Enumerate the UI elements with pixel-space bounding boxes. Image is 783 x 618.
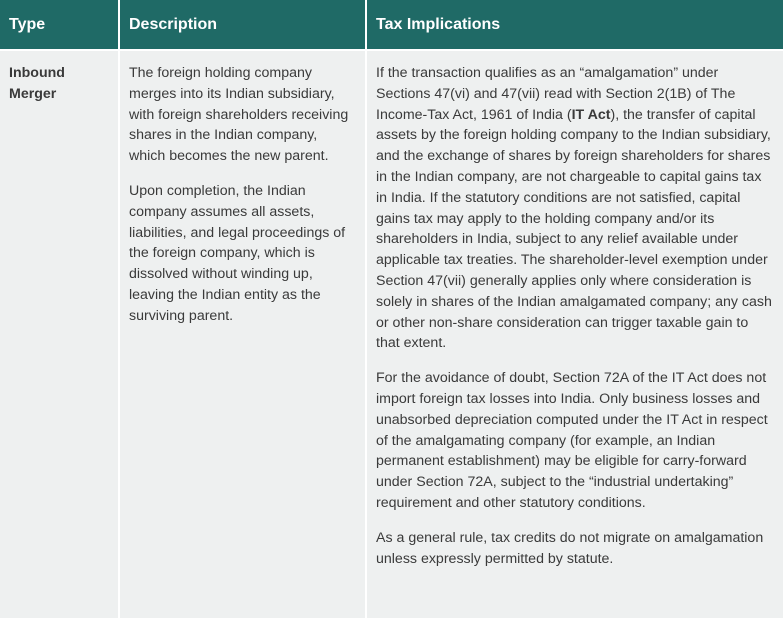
tax-paragraph-3: As a general rule, tax credits do not migrate on amalgamation unless expressly permitted by statute. bbox=[376, 529, 764, 567]
tax-implications-cell bbox=[366, 50, 783, 618]
tax-paragraph-1-start: If the transaction qualifies as an “amalgamation” under Sections 47(vi) and 47(vii) read with Section 2(1B) of The Income-Tax Act, 1961 of India ( bbox=[376, 65, 736, 123]
description-paragraph-2: Upon completion, the Indian company assumes all assets, liabilities, and legal proceedings of the foreign company, which is dissolved without winding up, leaving the Indian entity as the surviving parent. bbox=[129, 182, 346, 324]
header-row bbox=[0, 0, 783, 50]
table-row bbox=[0, 50, 783, 618]
header-description: Description bbox=[119, 0, 366, 50]
type-cell bbox=[0, 50, 119, 618]
description-cell bbox=[119, 50, 366, 618]
tax-paragraph-1 bbox=[376, 63, 774, 354]
type-label-line2: Merger bbox=[9, 85, 57, 102]
it-act-defined-term: IT Act bbox=[571, 106, 611, 123]
tax-paragraph-2: For the avoidance of doubt, Section 72A of the IT Act does not import foreign tax losses into India. Only business losses and unabsorbed depreciation computed under the IT Act in respect of the amalgamating company (for example, an Indian permanent establishment) may be eligible for carry-forward under Section 72A, subject to the “industrial undertaking” requirement and other statutory conditions. bbox=[376, 370, 768, 511]
description-paragraph-1: The foreign holding company merges into its Indian subsidiary, with foreign shareholders receiving shares in the Indian company, which becomes the new parent. bbox=[129, 65, 349, 165]
tax-paragraph-1-end: ), the transfer of capital assets by the foreign holding company to the Indian subsidiary, and the exchange of shares by foreign shareholders for shares in the Indian company, are not chargeable to capital gains tax in India. If the statutory conditions are not satisfied, capital gains tax may apply to the holding company and/or its shareholders in India, subject to any relief available under applicable tax treaties. The shareholder-level exemption under Section 47(vii) generally applies only where consideration is solely in shares of the Indian amalgamated company; any cash or other non-share consideration can trigger taxable gain to that extent. bbox=[376, 106, 772, 352]
header-tax-implications: Tax Implications bbox=[366, 0, 783, 50]
type-label-line1: Inbound bbox=[9, 65, 65, 81]
header-type: Type bbox=[0, 0, 119, 50]
